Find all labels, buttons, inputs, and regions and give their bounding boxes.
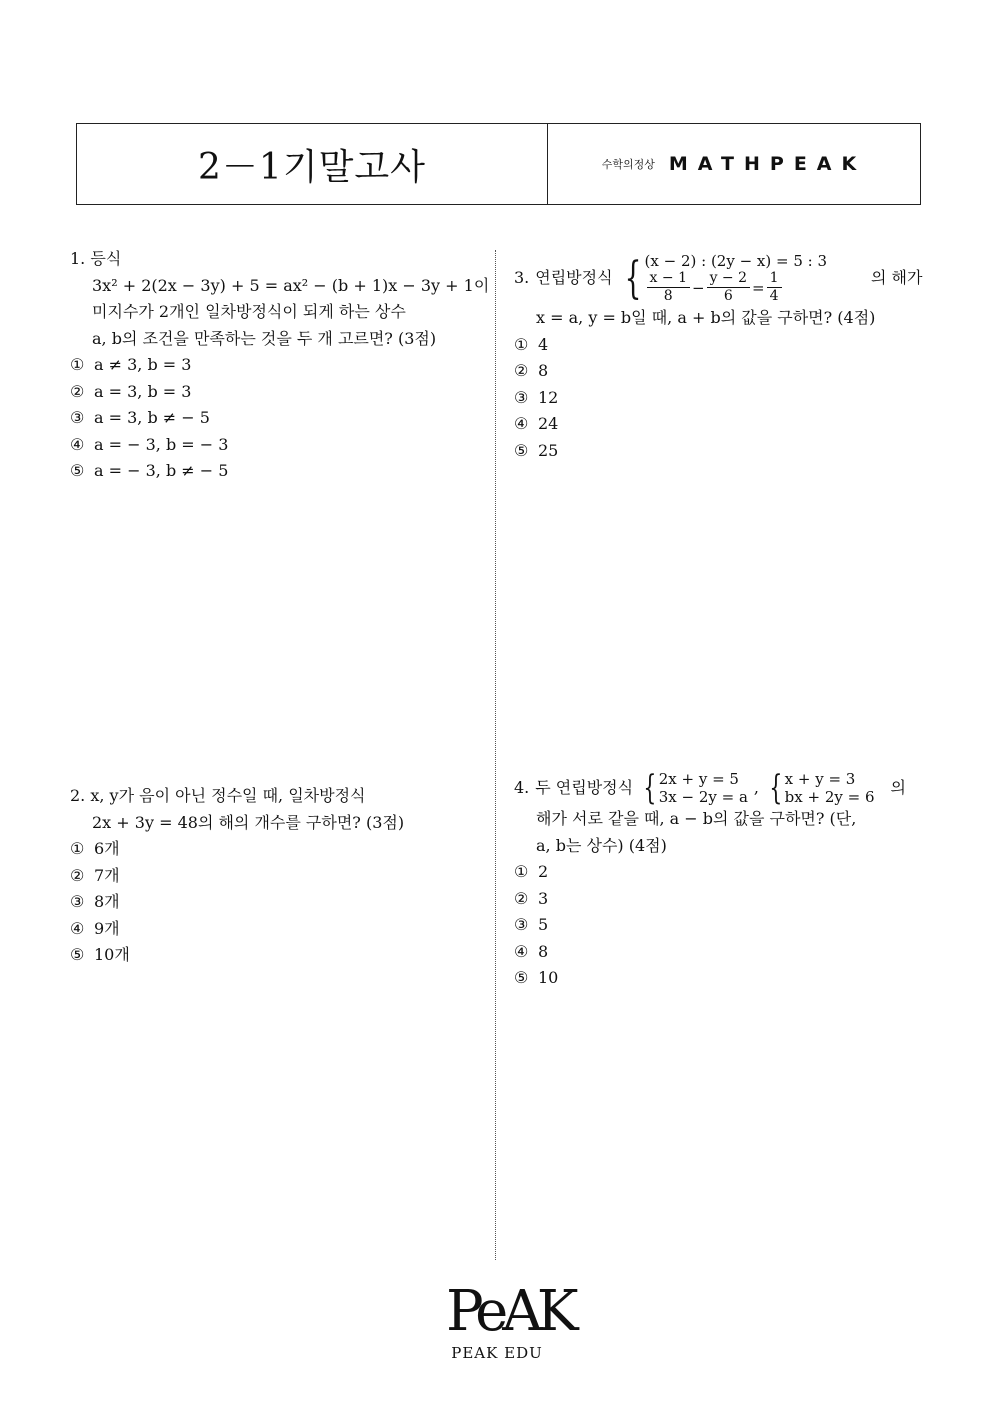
choice-text: 12 [538,387,559,407]
choice-item[interactable] [70,916,480,943]
exam-title: 2－1기말고사 [77,124,548,204]
logo-caption: PEAK EDU [451,1344,543,1362]
choice-marker: ④ [70,918,85,938]
choice-item[interactable] [514,912,914,939]
choice-item[interactable] [70,889,480,916]
choice-text: 8개 [94,892,120,911]
choice-marker: ② [70,865,85,885]
question-number: 2. [70,786,86,805]
question-2-line1 [70,783,480,810]
choice-marker: ① [514,862,529,881]
question-1 [70,246,490,485]
choice-text: 8 [538,941,549,961]
question-1-equation: 3x² + 2(2x − 3y) + 5 = ax² − (b + 1)x − 3y + 1이 [92,275,490,295]
choice-marker: ④ [514,941,529,961]
choice-item[interactable] [514,886,914,913]
question-title: 등식 [90,249,122,268]
choice-text: 10 [538,968,559,987]
question-tail: 의 해가 [871,268,923,288]
system-rows [785,770,875,806]
choice-text: a ≠ 3, b = 3 [94,355,192,374]
choice-text: a = 3, b ≠ − 5 [94,408,210,427]
choice-marker: ⑤ [70,461,85,480]
choice-item[interactable] [70,836,480,863]
choice-item[interactable] [70,942,480,969]
choice-marker: ④ [70,434,85,454]
fraction-denominator: 6 [723,288,733,304]
system-eq-2: bx + 2y = 6 [784,788,875,806]
question-3-heading [514,252,923,305]
question-lead: 연립방정식 [535,268,613,288]
system-rows [645,252,827,305]
question-2-line2: 2x + 3y = 48의 해의 개수를 구하면? (3점) [92,812,405,832]
question-1-heading [70,246,480,273]
question-4 [514,770,914,992]
fraction-numerator: y − 2 [707,270,750,288]
separator: , [753,777,760,797]
column-divider [495,250,496,1260]
brand-subtitle: 수학의정상 [601,158,655,171]
choice-marker: ⑤ [514,968,529,987]
choice-item[interactable] [514,438,914,465]
fraction-denominator: 4 [769,288,779,304]
fraction-denominator: 8 [663,288,673,304]
equation-system [619,252,827,305]
choice-marker: ⑤ [70,945,85,964]
choice-text: 4 [538,334,549,354]
choice-marker: ② [70,381,85,401]
choice-item[interactable] [70,458,480,485]
choice-text: 5 [538,915,549,934]
choice-list [514,332,914,465]
question-number: 3. [514,268,530,288]
question-1-line3: a, b의 조건을 만족하는 것을 두 개 고르면? (3점) [92,328,437,348]
choice-marker: ⑤ [514,440,529,460]
equation-system-a [639,770,748,806]
brace-glyph: { [769,768,783,808]
question-3 [514,252,923,464]
choice-list [514,859,914,992]
system-eq-2 [645,270,827,305]
choice-text: 9개 [94,918,120,938]
question-number: 1. [70,249,86,268]
choice-item[interactable] [70,432,480,459]
question-number: 4. [514,777,530,797]
choice-marker: ④ [514,414,529,433]
logo-mark: PeAK [446,1279,573,1344]
choice-marker: ③ [70,892,85,911]
choice-marker: ① [70,355,85,374]
brace-glyph: { [624,252,641,304]
system-rows [659,770,748,806]
choice-marker: ③ [514,915,529,934]
choice-text: 3 [538,888,549,908]
question-1-line2: 미지수가 2개인 일차방정식이 되게 하는 상수 [92,302,406,321]
question-4-line2: 해가 서로 같을 때, a − b의 값을 구하면? (단, [536,809,857,828]
choice-marker: ① [514,334,529,354]
fraction [707,270,750,305]
choice-item[interactable] [70,405,480,432]
exam-header [76,123,921,205]
question-3-line2: x = a, y = b일 때, a + b의 값을 구하면? (4점) [536,308,876,327]
choice-item[interactable] [514,965,914,992]
system-eq-1: (x − 2) : (2y − x) = 5 : 3 [644,252,828,270]
fraction [647,270,690,305]
system-eq-1: x + y = 3 [784,770,856,788]
choice-text: 24 [538,414,559,433]
choice-list [70,836,480,969]
choice-item[interactable] [514,859,914,886]
choice-text: 10개 [94,945,130,964]
choice-item[interactable] [514,358,914,385]
choice-marker: ① [70,839,85,858]
peak-edu-logo [446,1279,573,1372]
choice-item[interactable] [514,939,914,966]
question-text: x, y가 음이 아닌 정수일 때, 일차방정식 [90,786,366,805]
choice-item[interactable] [70,379,480,406]
fraction [767,270,782,305]
choice-marker: ② [514,361,529,380]
brand-name: MATHPEAK [668,153,867,175]
choice-item[interactable] [70,352,480,379]
choice-item[interactable] [70,863,480,890]
choice-item[interactable] [514,411,914,438]
choice-marker: ③ [70,408,85,427]
question-4-line3: a, b는 상수) (4점) [536,835,667,855]
choice-text: 8 [538,361,549,380]
choice-list [70,352,480,485]
choice-text: 6개 [94,839,120,858]
choice-text: a = − 3, b = − 3 [94,434,229,454]
choice-text: a = − 3, b ≠ − 5 [94,461,229,480]
choice-item[interactable] [514,385,914,412]
brace-glyph: { [643,768,657,808]
fraction-numerator: 1 [767,270,782,288]
choice-marker: ③ [514,387,529,407]
fraction-numerator: x − 1 [647,270,690,288]
question-lead: 두 연립방정식 [535,777,634,797]
choice-marker: ② [514,888,529,908]
question-2 [70,783,480,969]
operator: = [752,278,765,297]
system-eq-2: 3x − 2y = a [658,788,748,806]
question-tail: 의 [890,777,906,797]
choice-text: a = 3, b = 3 [94,381,192,401]
equation-system-b [765,770,874,806]
brand-block [548,124,920,204]
system-eq-1: 2x + y = 5 [658,770,739,788]
choice-item[interactable] [514,332,914,359]
operator: − [691,278,705,297]
choice-text: 25 [538,440,559,460]
question-4-heading [514,770,914,806]
choice-text: 7개 [94,865,120,885]
choice-text: 2 [538,862,549,881]
